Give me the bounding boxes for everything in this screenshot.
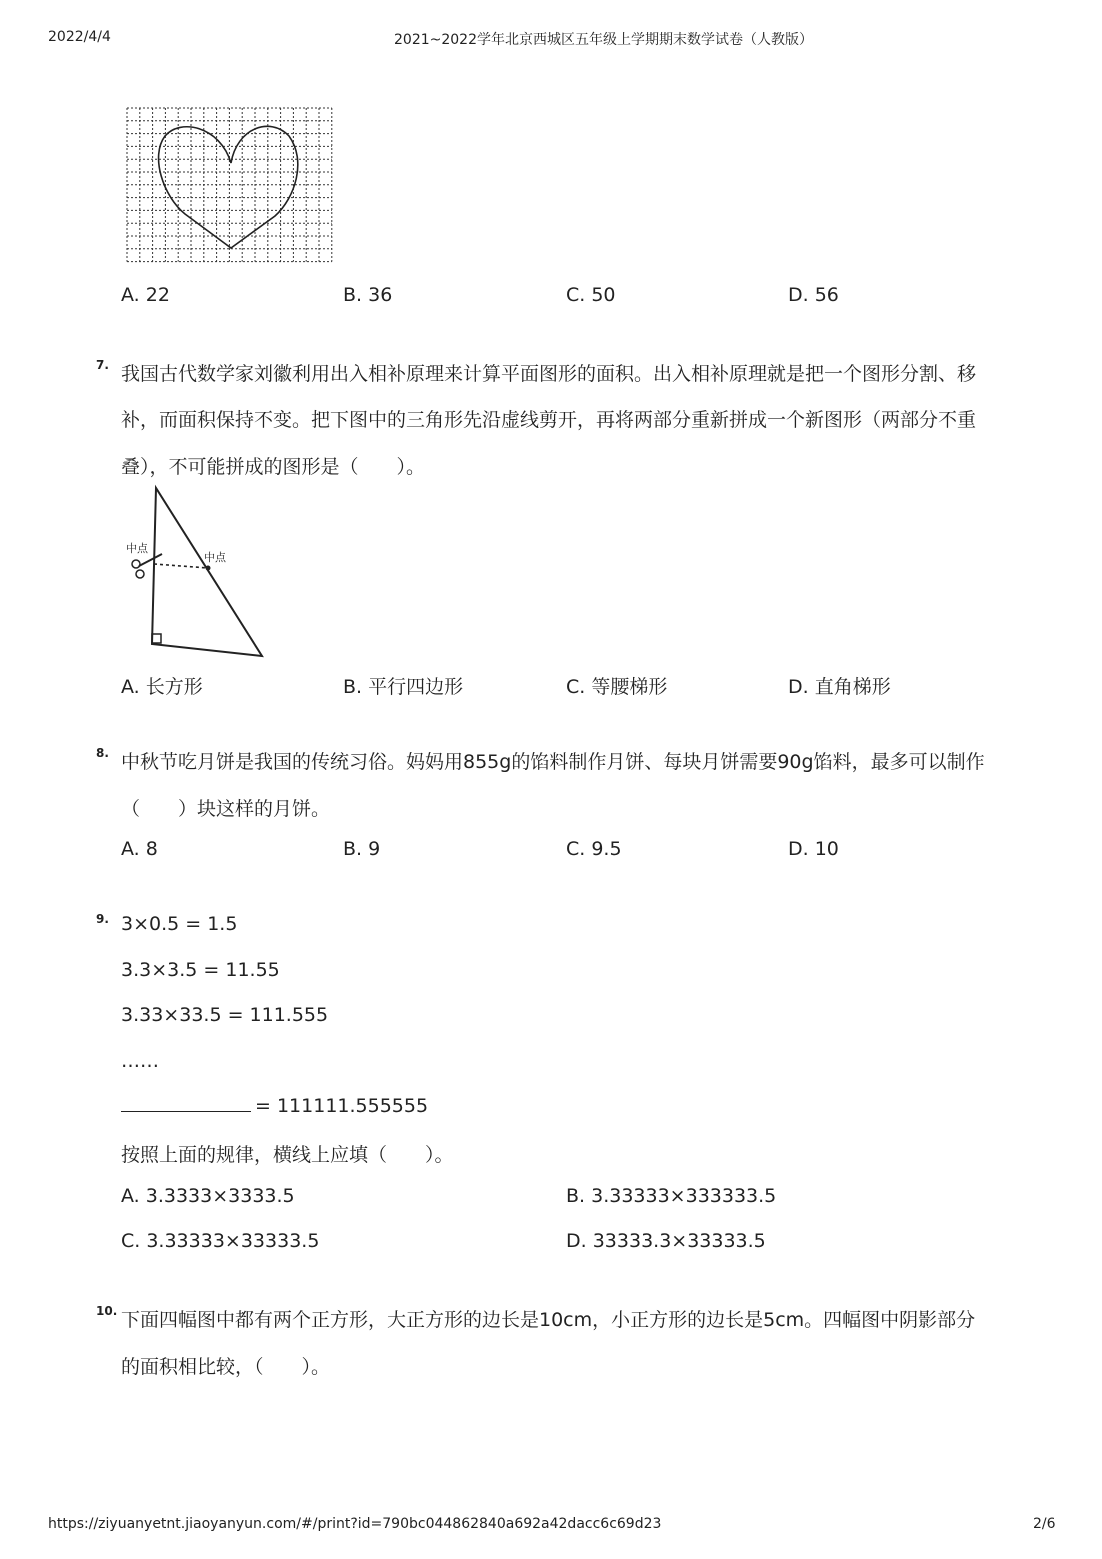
q8-option-c: C. 9.5 xyxy=(566,838,622,860)
q7-line-3: 叠），不可能拼成的图形是（ ）。 xyxy=(121,456,426,478)
midpoint-label-left: 中点 xyxy=(126,542,148,555)
heart-shape xyxy=(159,126,298,248)
cut-dashed-line xyxy=(154,564,208,568)
header-date: 2022/4/4 xyxy=(48,29,111,45)
q6-option-c: C. 50 xyxy=(566,284,616,306)
q9-blank-rhs: = 111111.555555 xyxy=(255,1095,429,1117)
q7-line-2: 补，而面积保持不变。把下图中的三角形先沿虚线剪开，再将两部分重新拼成一个新图形（两部分不重 xyxy=(121,409,977,431)
header-title: 2021~2022学年北京西城区五年级上学期期末数学试卷（人教版） xyxy=(394,32,813,48)
q8-option-a: A. 8 xyxy=(121,838,158,860)
heart-grid-figure xyxy=(125,106,335,271)
dotted-grid xyxy=(127,108,332,262)
q10-line-2: 的面积相比较，（ ）。 xyxy=(121,1356,331,1378)
q9-line-4: …… xyxy=(121,1050,159,1072)
q10-line-1: 下面四幅图中都有两个正方形，大正方形的边长是10cm，小正方形的边长是5cm。四幅图中阴影部分 xyxy=(121,1309,976,1331)
answer-blank xyxy=(121,1095,251,1112)
q9-option-b: B. 3.33333×333333.5 xyxy=(566,1185,777,1207)
q9-prompt: 按照上面的规律，横线上应填（ ）。 xyxy=(121,1144,454,1166)
footer-page-number: 2/6 xyxy=(1033,1516,1056,1532)
midpoint-label-right: 中点 xyxy=(204,551,226,564)
q9-number: 9. xyxy=(96,912,109,926)
q6-option-b: B. 36 xyxy=(343,284,393,306)
q8-option-d: D. 10 xyxy=(788,838,839,860)
midpoint-dot-right xyxy=(206,566,211,571)
triangle-shape xyxy=(152,488,262,656)
right-angle-mark xyxy=(152,634,161,643)
footer-url[interactable]: https://ziyuanyetnt.jiaoyanyun.com/#/print?id=790bc044862840a692a42dacc6c69d23 xyxy=(48,1516,662,1532)
triangle-figure xyxy=(122,484,272,664)
q7-number: 7. xyxy=(96,358,109,372)
q6-option-d: D. 56 xyxy=(788,284,839,306)
q9-line-3: 3.33×33.5 = 111.555 xyxy=(121,1004,329,1026)
q6-option-a: A. 22 xyxy=(121,284,170,306)
q7-option-c: C. 等腰梯形 xyxy=(566,676,668,698)
q9-line-1: 3×0.5 = 1.5 xyxy=(121,913,238,935)
q8-number: 8. xyxy=(96,746,109,760)
q9-option-a: A. 3.3333×3333.5 xyxy=(121,1185,295,1207)
scissors-icon xyxy=(132,560,140,568)
q7-line-1: 我国古代数学家刘徽利用出入相补原理来计算平面图形的面积。出入相补原理就是把一个图形分割、移 xyxy=(121,363,977,385)
q9-option-c: C. 3.33333×33333.5 xyxy=(121,1230,320,1252)
q8-line-1: 中秋节吃月饼是我国的传统习俗。妈妈用855g的馅料制作月饼、每块月饼需要90g馅料，最多可以制作 xyxy=(121,751,985,773)
q8-option-b: B. 9 xyxy=(343,838,381,860)
q9-blank-line xyxy=(121,1095,428,1117)
q7-option-b: B. 平行四边形 xyxy=(343,676,464,698)
q9-option-d: D. 33333.3×33333.5 xyxy=(566,1230,766,1252)
q8-line-2: （ ）块这样的月饼。 xyxy=(121,798,331,820)
q7-option-d: D. 直角梯形 xyxy=(788,676,891,698)
q7-option-a: A. 长方形 xyxy=(121,676,203,698)
q10-number: 10. xyxy=(96,1304,118,1318)
q9-line-2: 3.3×3.5 = 11.55 xyxy=(121,959,280,981)
